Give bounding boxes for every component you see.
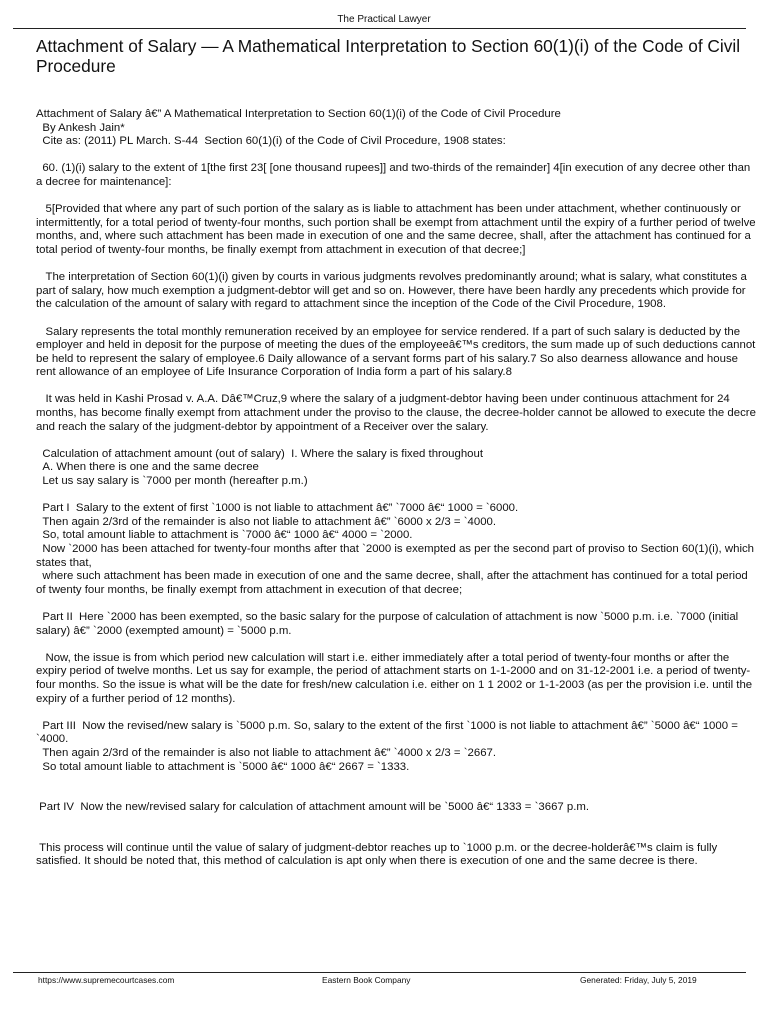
footer-publisher: Eastern Book Company <box>322 975 411 985</box>
proviso-paragraph: 5[Provided that where any part of such portion of the salary as is liable to attachment has been under attachment, whether continuously or intermittently, for a total period of twenty-four months, such portion shall be exempt from attachment until the expiry of a further period of twelve months, and, where such attachment has been made in execution of one and the same decree, shall, after the attachment has continued for a total period of twenty-four months, be finally exempt from attachment in execution of that decree;] <box>36 203 759 256</box>
period-issue-paragraph: Now, the issue is from which period new calculation will start i.e. either immediately after a total period of twenty-four months or after the expiry period of twelve months. Let us say for example, the period of attachment starts on 1-1-2000 and on 31-12-2001 i.e. a period of twenty-four months. So the issue is what will be the date for fresh/new calculation i.e. either on 1 1 2002 or 1-1-2003 (as per the provision i.e. until the expiry of a further period of 12 months). <box>36 651 756 705</box>
part-2-paragraph: Part II Here `2000 has been exempted, so the basic salary for the purpose of calculation of attachment is now `5000 p.m. i.e. `7000 (initial salary) â€” `2000 (exempted amount) = `5000 p.m. <box>36 610 742 637</box>
conclusion-paragraph: This process will continue until the value of salary of judgment-debtor reaches up to `1000 p.m. or the decree-holderâ€™s claim is fully satisfied. It should be noted that, this method of calculation is apt only when there is execution of one and the same decree is there. <box>36 841 721 868</box>
calculation-intro-paragraph: Calculation of attachment amount (out of salary) I. Where the salary is fixed throughout A. When there is one and the same decree Let us say salary is `7000 per month (hereafter p.m.) <box>42 447 484 488</box>
interpretation-paragraph: The interpretation of Section 60(1)(i) given by courts in various judgments revolves predominantly around; what is salary, what constitutes a part of salary, how much exemption a judgment-debtor will get and so on. However, there have been hardly any precedents which provide for the calculation of the amount of salary with regard to attachment since the inception of the Code of the Civil Procedure, 1908. <box>36 271 750 311</box>
footer-divider <box>13 972 746 973</box>
part-1-paragraph: Part I Salary to the extent of first `1000 is not liable to attachment â€” `7000 â€“ 1000 = `6000. Then again 2/3rd of the remainder is also not liable to attachment â€” `6000 x 2/3 = `4000. So, total amount liable to attachment is `7000 â€“ 1000 â€“ 4000 = `2000. Now `2000 has been attached for twenty-four months after that `2000 is exempted as per the second part of proviso to Section 60(1)(i), which states that, where such attachment has been made in execution of one and the same decree, shall, after the attachment has continued for a total period of twenty four months, be finally exempt from attachment in execution of that decree; <box>36 502 755 596</box>
byline-paragraph: Attachment of Salary â€” A Mathematical Interpretation to Section 60(1)(i) of the Code of Civil Procedure By Ankesh Jain* Cite as: (2011) PL March. S-44 Section 60(1)(i) of the Code of Civil Procedure, 1908 states: <box>36 108 561 148</box>
page-header: The Practical Lawyer <box>337 14 431 25</box>
header-divider <box>13 28 746 29</box>
article-title: Attachment of Salary — A Mathematical Interpretation to Section 60(1)(i) of the Code of Civil Procedure <box>36 36 741 76</box>
salary-definition-paragraph: Salary represents the total monthly remuneration received by an employee for service rendered. If a part of such salary is deducted by the employer and held in deposit for the purpose of meeting the dues of the employeeâ€™s creditors, the sum made up of such deductions cannot be held to represent the salary of employee.6 Daily allowance of a servant forms part of his salary.7 So also dearness allowance and house rent allowance of an employee of Life Insurance Corporation of India form a part of his salary.8 <box>36 325 759 379</box>
statute-paragraph: 60. (1)(i) salary to the extent of 1[the first 23[ [one thousand rupees]] and two-thirds of the remainder] 4[in execution of any decree other than a decree for maintenance]: <box>36 162 754 188</box>
footer-url: https://www.supremecourtcases.com <box>38 975 175 985</box>
footer-generated-date: Generated: Friday, July 5, 2019 <box>580 975 697 985</box>
case-law-paragraph: It was held in Kashi Prosad v. A.A. Dâ€™Cruz,9 where the salary of a judgment-debtor having been under continuous attachment for 24 months, has become finally exempt from attachment under the proviso to the clause, the decree-holder cannot be allowed to execute the decre and reach the salary of the judgment-debtor by appointment of a Receiver over the salary. <box>36 393 760 433</box>
article-body <box>36 108 760 869</box>
part-4-paragraph: Part IV Now the new/revised salary for calculation of attachment amount will be `5000 â€“ 1333 = `3667 p.m. <box>36 801 590 814</box>
part-3-paragraph: Part III Now the revised/new salary is `5000 p.m. So, salary to the extent of the first `1000 is not liable to attachment â€” `5000 â€“ 1000 = `4000. Then again 2/3rd of the remainder is also not liable to attachment â€” `4000 x 2/3 = `2667. So total amount liable to attachment is `5000 â€“ 1000 â€“ 2667 = `1333. <box>36 719 738 773</box>
